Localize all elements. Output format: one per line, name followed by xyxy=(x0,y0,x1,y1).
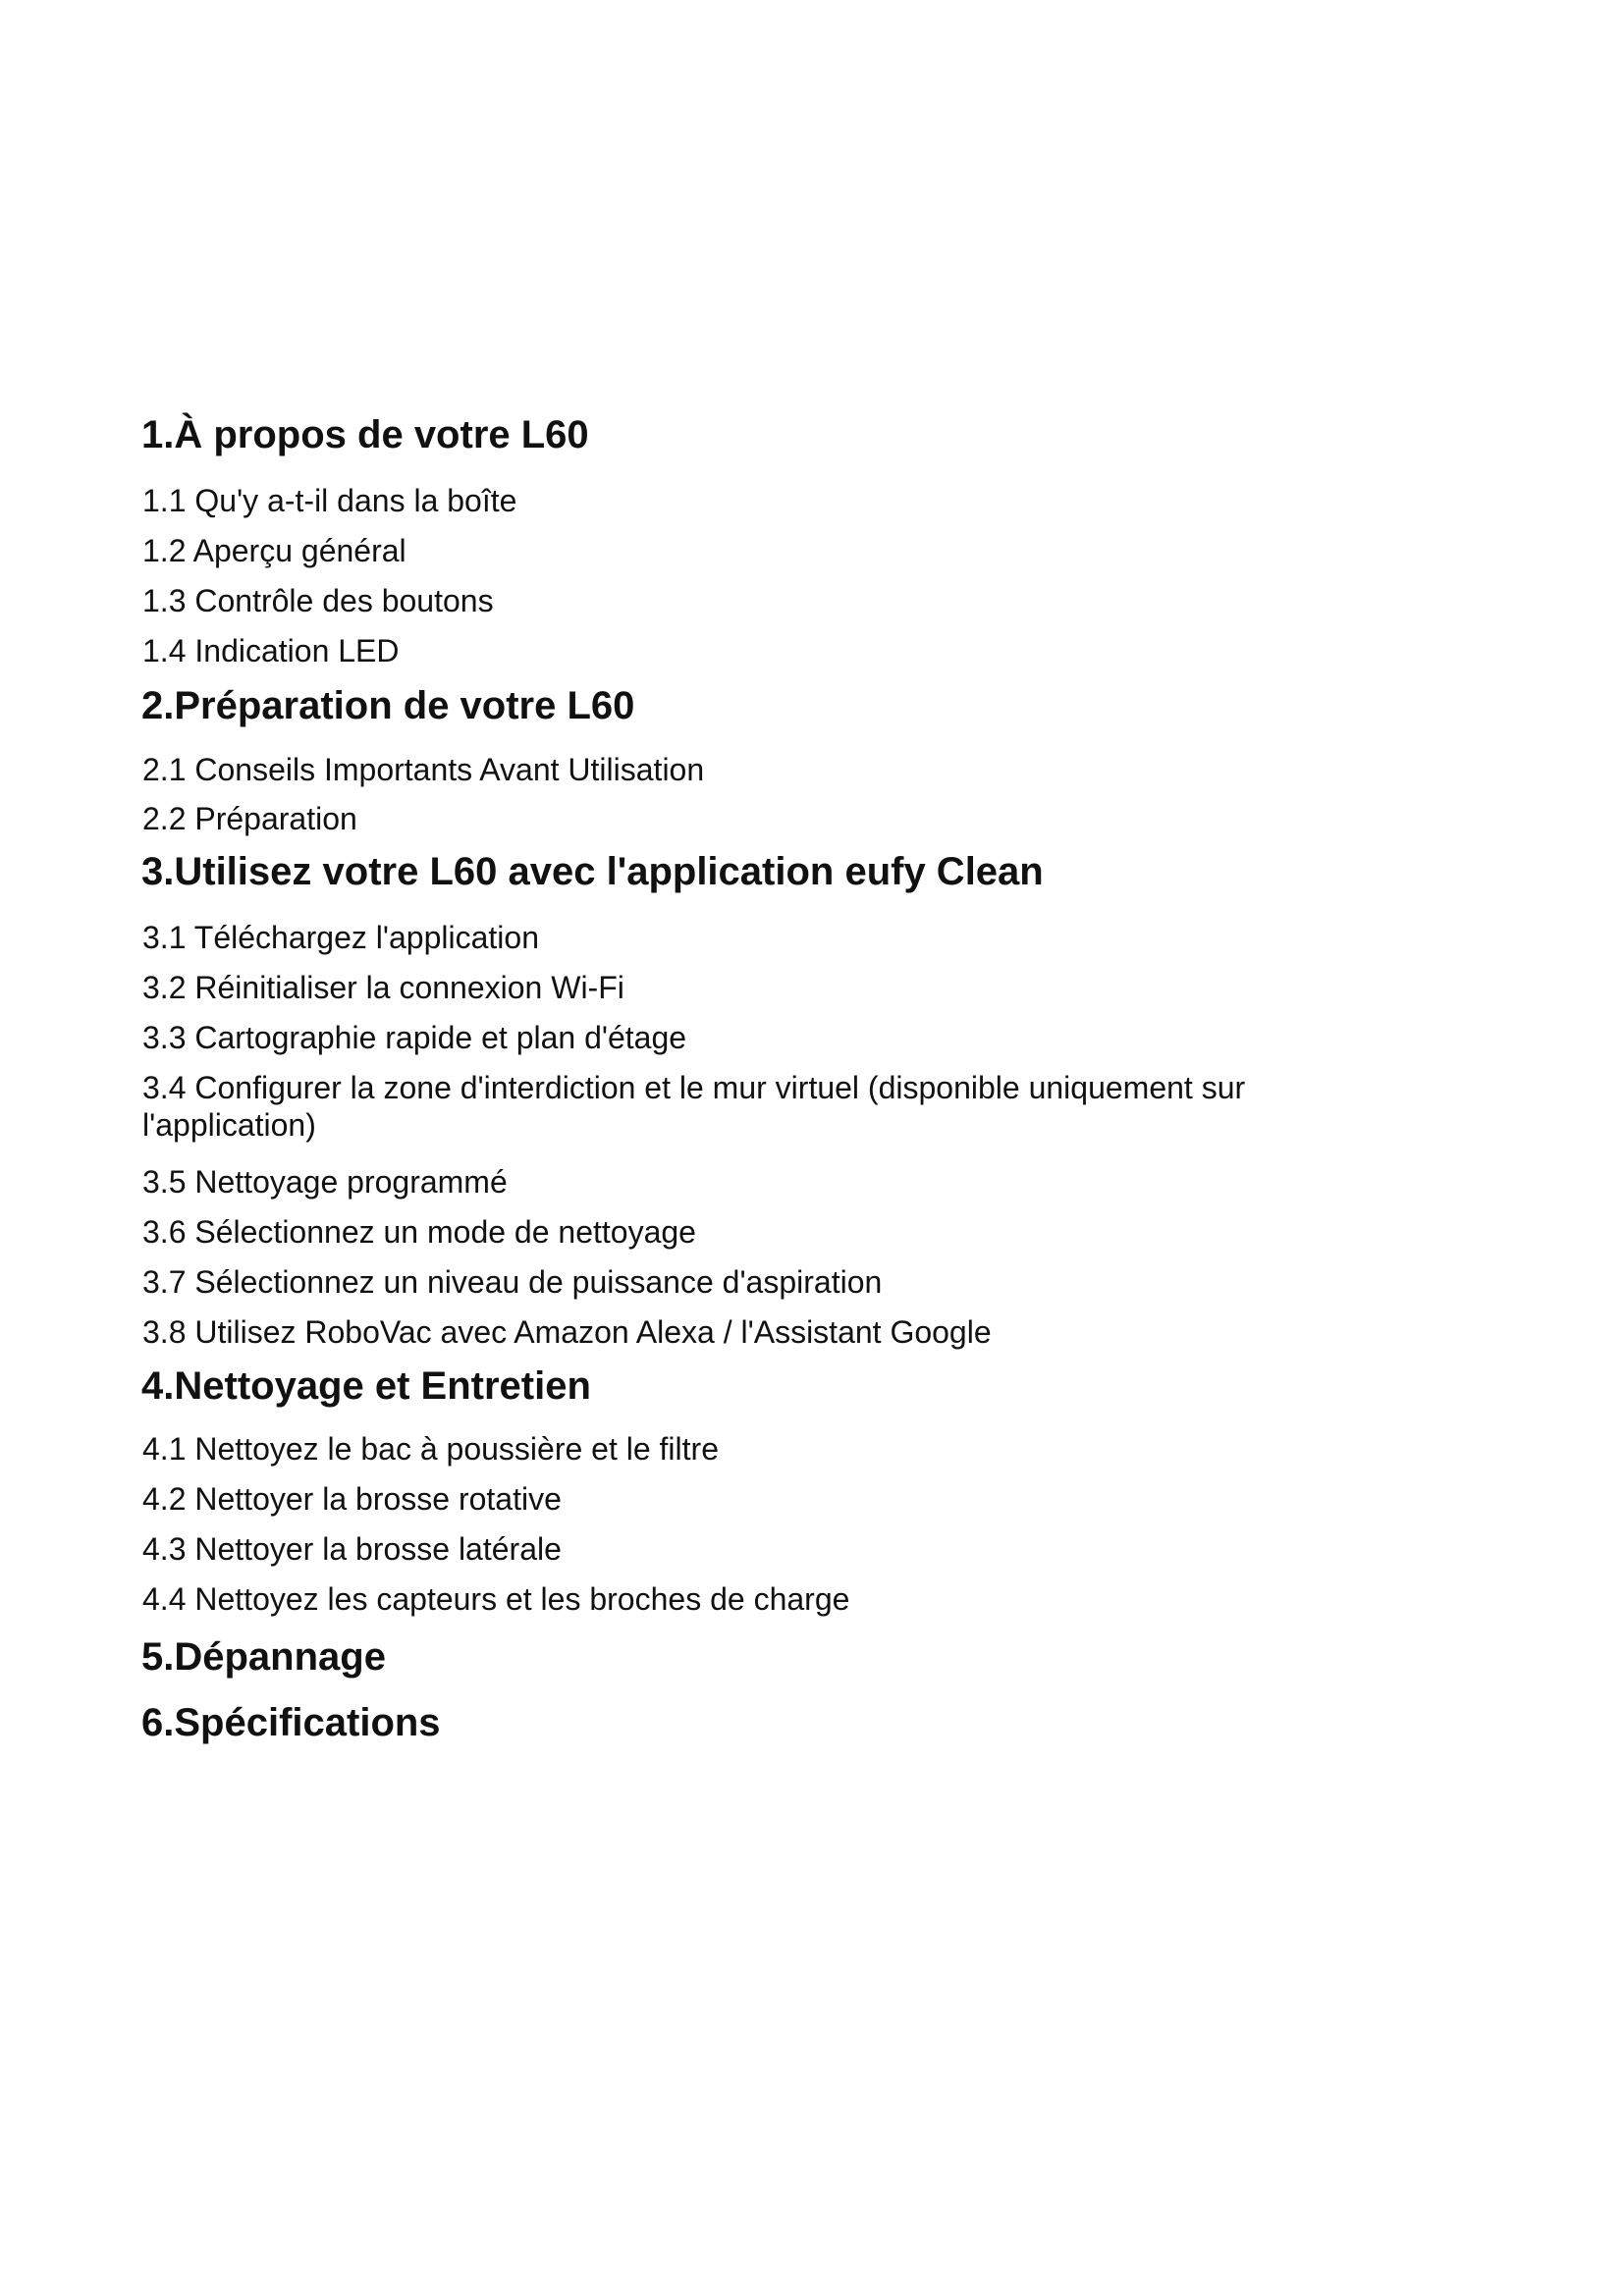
toc-item-4-3[interactable]: 4.3 Nettoyer la brosse latérale xyxy=(142,1531,562,1567)
toc-item-3-8[interactable]: 3.8 Utilisez RoboVac avec Amazon Alexa / l'Assistant Google xyxy=(142,1314,992,1350)
toc-item-3-7[interactable]: 3.7 Sélectionnez un niveau de puissance d'aspiration xyxy=(142,1264,883,1300)
toc-item-4-4[interactable]: 4.4 Nettoyez les capteurs et les broches de charge xyxy=(142,1581,850,1617)
toc-item-2-1[interactable]: 2.1 Conseils Importants Avant Utilisation xyxy=(142,752,705,787)
toc-item-1-4[interactable]: 1.4 Indication LED xyxy=(142,633,400,668)
toc-item-4-2[interactable]: 4.2 Nettoyer la brosse rotative xyxy=(142,1481,562,1517)
toc-section-1-title[interactable]: 1.À propos de votre L60 xyxy=(141,413,589,456)
toc-section-3-title[interactable]: 3.Utilisez votre L60 avec l'application eufy Clean xyxy=(141,850,1044,893)
toc-item-3-6[interactable]: 3.6 Sélectionnez un mode de nettoyage xyxy=(142,1214,696,1250)
toc-item-4-1[interactable]: 4.1 Nettoyez le bac à poussière et le filtre xyxy=(142,1431,719,1467)
toc-item-1-1[interactable]: 1.1 Qu'y a-t-il dans la boîte xyxy=(142,483,517,518)
toc-item-1-3[interactable]: 1.3 Contrôle des boutons xyxy=(142,583,494,618)
toc-item-3-2[interactable]: 3.2 Réinitialiser la connexion Wi-Fi xyxy=(142,970,624,1005)
toc-item-3-1[interactable]: 3.1 Téléchargez l'application xyxy=(142,920,539,955)
toc-section-6-title[interactable]: 6.Spécifications xyxy=(141,1701,441,1744)
toc-section-5-title[interactable]: 5.Dépannage xyxy=(141,1635,386,1679)
toc-item-3-5[interactable]: 3.5 Nettoyage programmé xyxy=(142,1164,508,1200)
toc-item-3-4[interactable]: 3.4 Configurer la zone d'interdiction et le mur virtuel (disponible uniquement sur l'application) xyxy=(142,1070,1246,1143)
toc-section-2-title[interactable]: 2.Préparation de votre L60 xyxy=(141,684,635,727)
toc-item-3-3[interactable]: 3.3 Cartographie rapide et plan d'étage xyxy=(142,1020,687,1055)
toc-item-1-2[interactable]: 1.2 Aperçu général xyxy=(142,533,406,568)
toc-section-4-title[interactable]: 4.Nettoyage et Entretien xyxy=(141,1364,591,1408)
toc-item-2-2[interactable]: 2.2 Préparation xyxy=(142,801,357,836)
